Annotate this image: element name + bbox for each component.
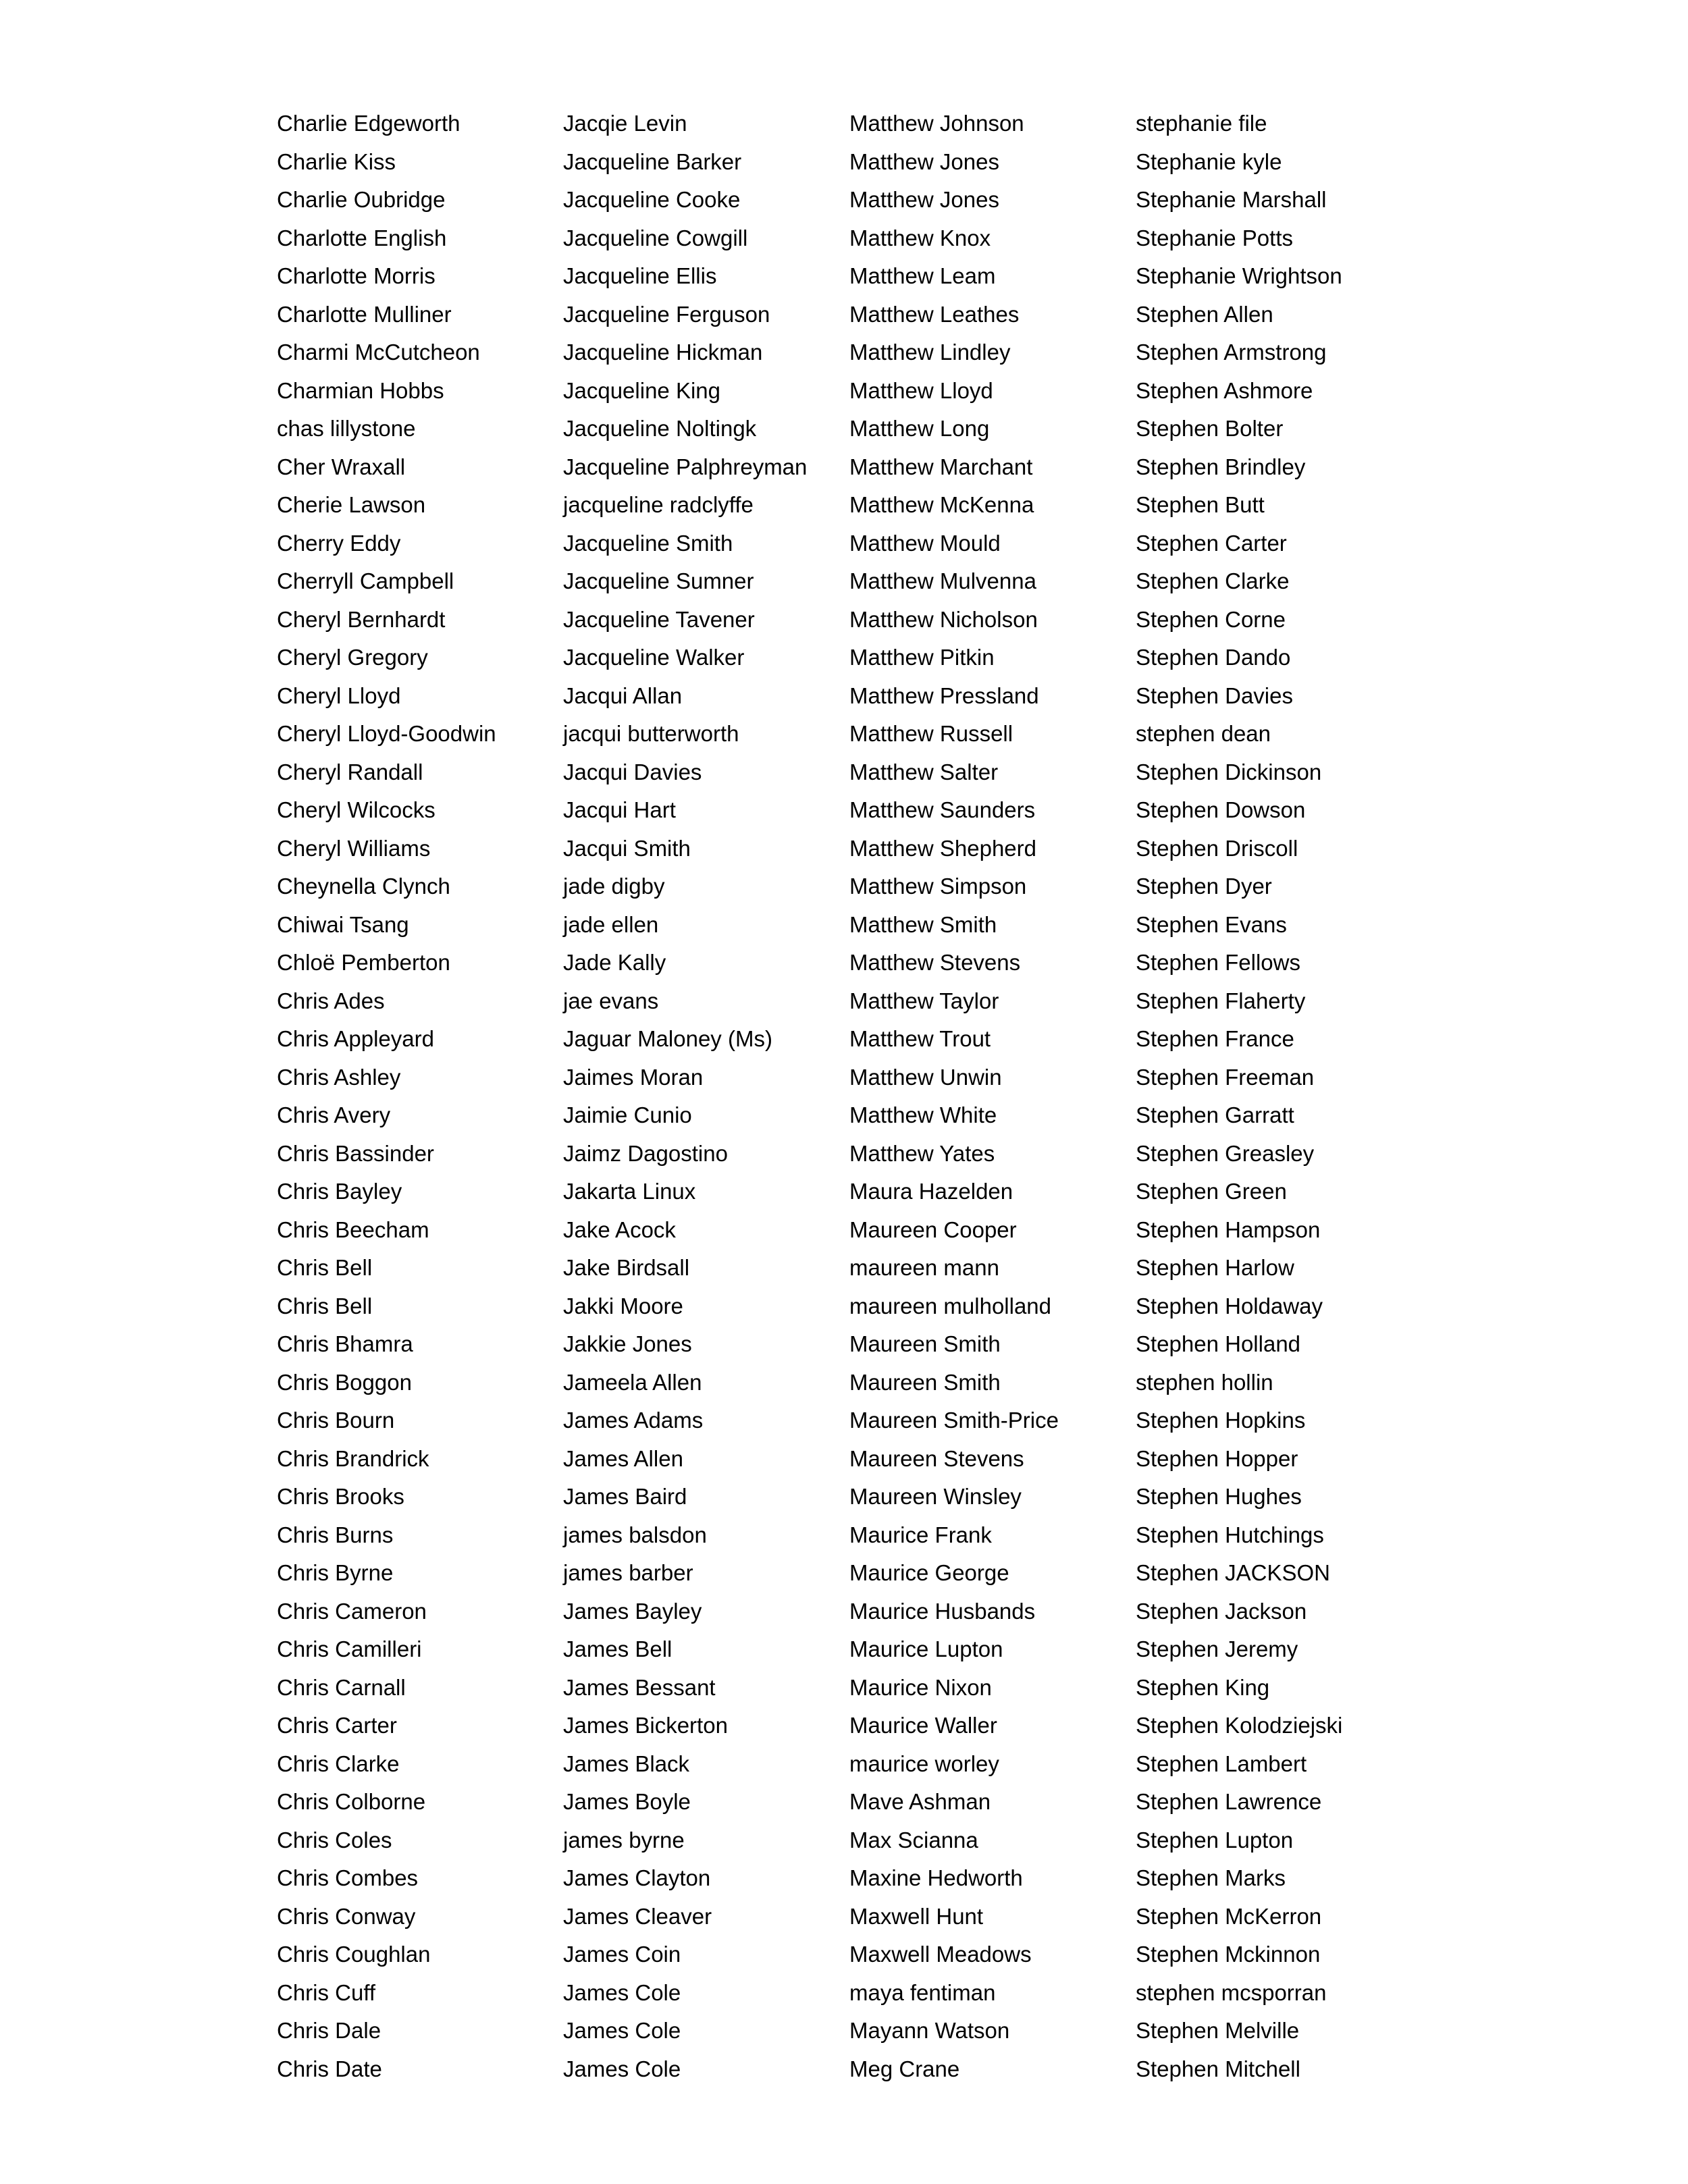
name-entry: Chris Carnall bbox=[277, 1674, 406, 1700]
name-entry: Stephen Dyer bbox=[1136, 874, 1272, 899]
name-entry: Jacqueline Walker bbox=[563, 645, 745, 670]
name-entry: Chris Bell bbox=[277, 1255, 373, 1280]
name-entry: Chris Combes bbox=[277, 1865, 419, 1890]
name-entry: Matthew Pitkin bbox=[849, 645, 995, 670]
name-entry: Cheryl Williams bbox=[277, 835, 431, 861]
name-entry: Jacqueline Sumner bbox=[563, 568, 754, 593]
name-entry: Cheryl Randall bbox=[277, 759, 423, 784]
name-entry: Stephen Allen bbox=[1136, 301, 1273, 327]
name-entry: Matthew Marchant bbox=[849, 454, 1033, 479]
name-entry: Charmian Hobbs bbox=[277, 377, 444, 403]
name-entry: Stephen JACKSON bbox=[1136, 1560, 1330, 1585]
name-entry: James Black bbox=[563, 1751, 690, 1776]
name-entry: stephen dean bbox=[1136, 721, 1271, 746]
name-entry: Stephanie kyle bbox=[1136, 149, 1282, 174]
name-entry: Cheryl Gregory bbox=[277, 645, 428, 670]
name-entry: Maxine Hedworth bbox=[849, 1865, 1023, 1890]
name-entry: Stephen Lupton bbox=[1136, 1827, 1294, 1853]
name-column bbox=[1136, 105, 1342, 2088]
name-column bbox=[277, 105, 496, 2088]
name-entry: Jacqui Smith bbox=[563, 835, 691, 861]
name-entry: Stephen Holdaway bbox=[1136, 1293, 1323, 1319]
name-entry: Chris Cuff bbox=[277, 1979, 376, 2005]
name-entry: Chris Camilleri bbox=[277, 1636, 422, 1661]
name-entry: Stephen Jackson bbox=[1136, 1598, 1307, 1624]
name-entry: stephen mcsporran bbox=[1136, 1979, 1327, 2005]
name-entry: Cherie Lawson bbox=[277, 492, 426, 517]
name-entry: Matthew Knox bbox=[849, 225, 991, 250]
name-entry: Maurice Waller bbox=[849, 1713, 997, 1738]
name-entry: Jacqueline Palphreyman bbox=[563, 454, 808, 479]
name-entry: Jaimie Cunio bbox=[563, 1102, 692, 1127]
name-entry: Chris Colborne bbox=[277, 1789, 426, 1814]
name-entry: Maxwell Meadows bbox=[849, 1942, 1032, 1967]
name-entry: Stephen Flaherty bbox=[1136, 988, 1306, 1013]
name-entry: Stephen Harlow bbox=[1136, 1255, 1294, 1280]
name-entry: Stephen Hutchings bbox=[1136, 1522, 1324, 1547]
name-entry: Matthew Unwin bbox=[849, 1064, 1002, 1090]
name-entry: Jake Acock bbox=[563, 1217, 676, 1242]
name-entry: Maureen Stevens bbox=[849, 1445, 1024, 1471]
name-entry: James Bell bbox=[563, 1636, 672, 1661]
name-entry: Jakkie Jones bbox=[563, 1331, 692, 1356]
name-entry: Stephen Armstrong bbox=[1136, 340, 1327, 365]
name-entry: Chris Appleyard bbox=[277, 1026, 434, 1051]
name-entry: James Baird bbox=[563, 1484, 687, 1509]
name-entry: Stephen Dowson bbox=[1136, 797, 1306, 822]
name-entry: stephen hollin bbox=[1136, 1369, 1273, 1395]
name-entry: maurice worley bbox=[849, 1751, 999, 1776]
name-entry: Stephen Freeman bbox=[1136, 1064, 1315, 1090]
name-entry: Jakarta Linux bbox=[563, 1179, 696, 1204]
name-entry: Stephen Lambert bbox=[1136, 1751, 1307, 1776]
name-entry: Cheynella Clynch bbox=[277, 874, 450, 899]
name-entry: Chris Coles bbox=[277, 1827, 392, 1853]
name-entry: Stephen Garratt bbox=[1136, 1102, 1294, 1127]
name-entry: Cherryll Campbell bbox=[277, 568, 454, 593]
name-entry: Matthew Jones bbox=[849, 149, 999, 174]
name-column bbox=[563, 105, 807, 2088]
name-entry: James Boyle bbox=[563, 1789, 691, 1814]
name-entry: Jacqueline Noltingk bbox=[563, 416, 757, 441]
name-entry: Matthew Lloyd bbox=[849, 377, 993, 403]
name-entry: Matthew Stevens bbox=[849, 950, 1021, 975]
name-entry: Matthew Simpson bbox=[849, 874, 1027, 899]
name-entry: James Cleaver bbox=[563, 1903, 712, 1929]
name-entry: Stephen Mitchell bbox=[1136, 2056, 1300, 2081]
name-entry: Stephanie Potts bbox=[1136, 225, 1293, 250]
name-entry: James Cole bbox=[563, 2056, 681, 2081]
name-entry: James Bessant bbox=[563, 1674, 716, 1700]
name-entry: Stephen Hopper bbox=[1136, 1445, 1298, 1471]
name-entry: james balsdon bbox=[563, 1522, 707, 1547]
name-entry: Matthew Johnson bbox=[849, 111, 1024, 136]
name-entry: Cheryl Lloyd bbox=[277, 683, 401, 708]
name-entry: Stephen Jeremy bbox=[1136, 1636, 1298, 1661]
name-entry: Meg Crane bbox=[849, 2056, 960, 2081]
name-entry: Matthew Saunders bbox=[849, 797, 1036, 822]
name-entry: Stephen Ashmore bbox=[1136, 377, 1313, 403]
name-entry: Jacqueline Cooke bbox=[563, 187, 741, 212]
name-entry: Jacqui Hart bbox=[563, 797, 676, 822]
name-entry: Jacqueline Tavener bbox=[563, 606, 755, 632]
name-entry: Jacqueline Smith bbox=[563, 530, 733, 556]
name-entry: James Cole bbox=[563, 2018, 681, 2043]
name-entry: Maureen Smith bbox=[849, 1331, 1001, 1356]
name-entry: Stephen Driscoll bbox=[1136, 835, 1298, 861]
name-entry: Jacqie Levin bbox=[563, 111, 687, 136]
name-entry: Charlie Edgeworth bbox=[277, 111, 460, 136]
name-entry: Chris Burns bbox=[277, 1522, 394, 1547]
name-entry: Jacqui Davies bbox=[563, 759, 702, 784]
name-entry: maya fentiman bbox=[849, 1979, 996, 2005]
name-entry: Chris Brandrick bbox=[277, 1445, 429, 1471]
name-entry: Chiwai Tsang bbox=[277, 911, 409, 937]
name-entry: Matthew Yates bbox=[849, 1140, 995, 1166]
name-entry: Matthew White bbox=[849, 1102, 997, 1127]
name-entry: Matthew McKenna bbox=[849, 492, 1034, 517]
name-entry: Maureen Smith-Price bbox=[849, 1408, 1059, 1433]
name-entry: Jacqueline King bbox=[563, 377, 720, 403]
name-entry: Cherry Eddy bbox=[277, 530, 401, 556]
name-entry: Matthew Nicholson bbox=[849, 606, 1038, 632]
name-entry: Chris Date bbox=[277, 2056, 382, 2081]
name-entry: Maxwell Hunt bbox=[849, 1903, 984, 1929]
name-entry: Stephen Hampson bbox=[1136, 1217, 1321, 1242]
name-entry: jade ellen bbox=[563, 911, 659, 937]
name-entry: Chris Avery bbox=[277, 1102, 391, 1127]
name-entry: Chris Carter bbox=[277, 1713, 397, 1738]
name-entry: Chris Conway bbox=[277, 1903, 416, 1929]
name-entry: Stephen Melville bbox=[1136, 2018, 1300, 2043]
name-entry: Maura Hazelden bbox=[849, 1179, 1013, 1204]
name-entry: Matthew Pressland bbox=[849, 683, 1039, 708]
name-entry: Stephen Fellows bbox=[1136, 950, 1300, 975]
name-entry: Stephen Bolter bbox=[1136, 416, 1284, 441]
name-entry: Chris Bell bbox=[277, 1293, 373, 1319]
name-entry: jade digby bbox=[563, 874, 665, 899]
name-entry: Matthew Jones bbox=[849, 187, 999, 212]
name-entry: Charlotte English bbox=[277, 225, 447, 250]
name-entry: Maureen Cooper bbox=[849, 1217, 1017, 1242]
name-entry: Matthew Salter bbox=[849, 759, 999, 784]
name-entry: Matthew Mulvenna bbox=[849, 568, 1036, 593]
name-entry: Chris Clarke bbox=[277, 1751, 400, 1776]
name-entry: james byrne bbox=[563, 1827, 685, 1853]
name-entry: Stephen Marks bbox=[1136, 1865, 1286, 1890]
name-entry: James Bickerton bbox=[563, 1713, 728, 1738]
name-entry: Maureen Winsley bbox=[849, 1484, 1022, 1509]
name-entry: Stephanie Wrightson bbox=[1136, 263, 1342, 288]
name-entry: jacqui butterworth bbox=[563, 721, 739, 746]
name-entry: Stephen France bbox=[1136, 1026, 1294, 1051]
name-entry: Jaimz Dagostino bbox=[563, 1140, 728, 1166]
name-entry: Jameela Allen bbox=[563, 1369, 702, 1395]
name-entry: James Bayley bbox=[563, 1598, 702, 1624]
name-entry: Chris Cameron bbox=[277, 1598, 427, 1624]
name-entry: Stephen Holland bbox=[1136, 1331, 1301, 1356]
name-entry: Matthew Taylor bbox=[849, 988, 999, 1013]
name-entry: Stephen Evans bbox=[1136, 911, 1287, 937]
name-entry: Mayann Watson bbox=[849, 2018, 1010, 2043]
name-entry: Chris Ades bbox=[277, 988, 385, 1013]
name-entry: Matthew Mould bbox=[849, 530, 1001, 556]
name-entry: Stephen Davies bbox=[1136, 683, 1293, 708]
name-entry: Chris Bourn bbox=[277, 1408, 395, 1433]
name-entry: Charlotte Mulliner bbox=[277, 301, 452, 327]
name-entry: Mave Ashman bbox=[849, 1789, 991, 1814]
name-entry: James Coin bbox=[563, 1942, 681, 1967]
name-entry: Jacqueline Hickman bbox=[563, 340, 763, 365]
name-entry: stephanie file bbox=[1136, 111, 1267, 136]
name-entry: maureen mulholland bbox=[849, 1293, 1052, 1319]
name-entry: Chris Coughlan bbox=[277, 1942, 431, 1967]
name-entry: Matthew Smith bbox=[849, 911, 997, 937]
name-entry: Stephen King bbox=[1136, 1674, 1270, 1700]
name-entry: Charlie Oubridge bbox=[277, 187, 446, 212]
name-entry: Maureen Smith bbox=[849, 1369, 1001, 1395]
name-entry: James Cole bbox=[563, 1979, 681, 2005]
name-entry: Chris Ashley bbox=[277, 1064, 401, 1090]
name-entry: chas lillystone bbox=[277, 416, 416, 441]
name-entry: Chris Bhamra bbox=[277, 1331, 413, 1356]
name-entry: James Clayton bbox=[563, 1865, 711, 1890]
name-entry: James Adams bbox=[563, 1408, 704, 1433]
name-entry: Matthew Leathes bbox=[849, 301, 1020, 327]
name-entry: maureen mann bbox=[849, 1255, 999, 1280]
name-entry: Maurice George bbox=[849, 1560, 1009, 1585]
name-entry: jacqueline radclyffe bbox=[563, 492, 754, 517]
name-entry: Matthew Leam bbox=[849, 263, 996, 288]
name-entry: Stephen Brindley bbox=[1136, 454, 1306, 479]
name-entry: jae evans bbox=[563, 988, 659, 1013]
name-entry: Jade Kally bbox=[563, 950, 666, 975]
name-entry: Stephanie Marshall bbox=[1136, 187, 1327, 212]
name-entry: Chris Dale bbox=[277, 2018, 381, 2043]
name-entry: Maurice Nixon bbox=[849, 1674, 992, 1700]
name-entry: Jaimes Moran bbox=[563, 1064, 704, 1090]
name-entry: james barber bbox=[563, 1560, 693, 1585]
name-entry: Jaguar Maloney (Ms) bbox=[563, 1026, 772, 1051]
name-entry: Stephen Corne bbox=[1136, 606, 1286, 632]
name-entry: Cheryl Wilcocks bbox=[277, 797, 436, 822]
name-entry: Jake Birdsall bbox=[563, 1255, 690, 1280]
name-entry: Stephen Dando bbox=[1136, 645, 1291, 670]
name-entry: Stephen Clarke bbox=[1136, 568, 1290, 593]
name-column bbox=[849, 105, 1059, 2088]
name-entry: Charlotte Morris bbox=[277, 263, 436, 288]
name-entry: Matthew Long bbox=[849, 416, 990, 441]
name-entry: Chris Beecham bbox=[277, 1217, 429, 1242]
name-entry: Chris Byrne bbox=[277, 1560, 394, 1585]
name-entry: Charlie Kiss bbox=[277, 149, 396, 174]
name-entry: Jakki Moore bbox=[563, 1293, 683, 1319]
name-entry: Chris Bassinder bbox=[277, 1140, 434, 1166]
name-entry: Stephen Hopkins bbox=[1136, 1408, 1306, 1433]
name-entry: Jacqueline Ellis bbox=[563, 263, 717, 288]
name-entry: Stephen Carter bbox=[1136, 530, 1287, 556]
name-entry: Matthew Shepherd bbox=[849, 835, 1037, 861]
name-entry: Chloë Pemberton bbox=[277, 950, 450, 975]
name-entry: Maurice Lupton bbox=[849, 1636, 1003, 1661]
name-entry: Stephen Lawrence bbox=[1136, 1789, 1322, 1814]
name-entry: Matthew Trout bbox=[849, 1026, 991, 1051]
name-entry: Matthew Russell bbox=[849, 721, 1013, 746]
name-entry: Stephen Mckinnon bbox=[1136, 1942, 1321, 1967]
name-entry: Jacqueline Cowgill bbox=[563, 225, 748, 250]
name-entry: Stephen Butt bbox=[1136, 492, 1265, 517]
name-entry: Matthew Lindley bbox=[849, 340, 1011, 365]
name-entry: Chris Boggon bbox=[277, 1369, 412, 1395]
name-entry: Charmi McCutcheon bbox=[277, 340, 480, 365]
name-entry: Maurice Husbands bbox=[849, 1598, 1036, 1624]
name-entry: Stephen Green bbox=[1136, 1179, 1287, 1204]
name-entry: Stephen Dickinson bbox=[1136, 759, 1322, 784]
name-entry: Chris Brooks bbox=[277, 1484, 404, 1509]
name-entry: Maurice Frank bbox=[849, 1522, 992, 1547]
name-entry: Stephen Hughes bbox=[1136, 1484, 1302, 1509]
name-entry: Stephen Greasley bbox=[1136, 1140, 1315, 1166]
name-entry: Jacqui Allan bbox=[563, 683, 683, 708]
name-entry: Chris Bayley bbox=[277, 1179, 402, 1204]
name-entry: Cher Wraxall bbox=[277, 454, 406, 479]
name-entry: Stephen Kolodziejski bbox=[1136, 1713, 1343, 1738]
name-entry: Stephen McKerron bbox=[1136, 1903, 1322, 1929]
name-entry: Cheryl Bernhardt bbox=[277, 606, 446, 632]
name-entry: James Allen bbox=[563, 1445, 683, 1471]
name-entry: Cheryl Lloyd-Goodwin bbox=[277, 721, 496, 746]
name-entry: Jacqueline Barker bbox=[563, 149, 742, 174]
name-entry: Jacqueline Ferguson bbox=[563, 301, 770, 327]
name-entry: Max Scianna bbox=[849, 1827, 978, 1853]
